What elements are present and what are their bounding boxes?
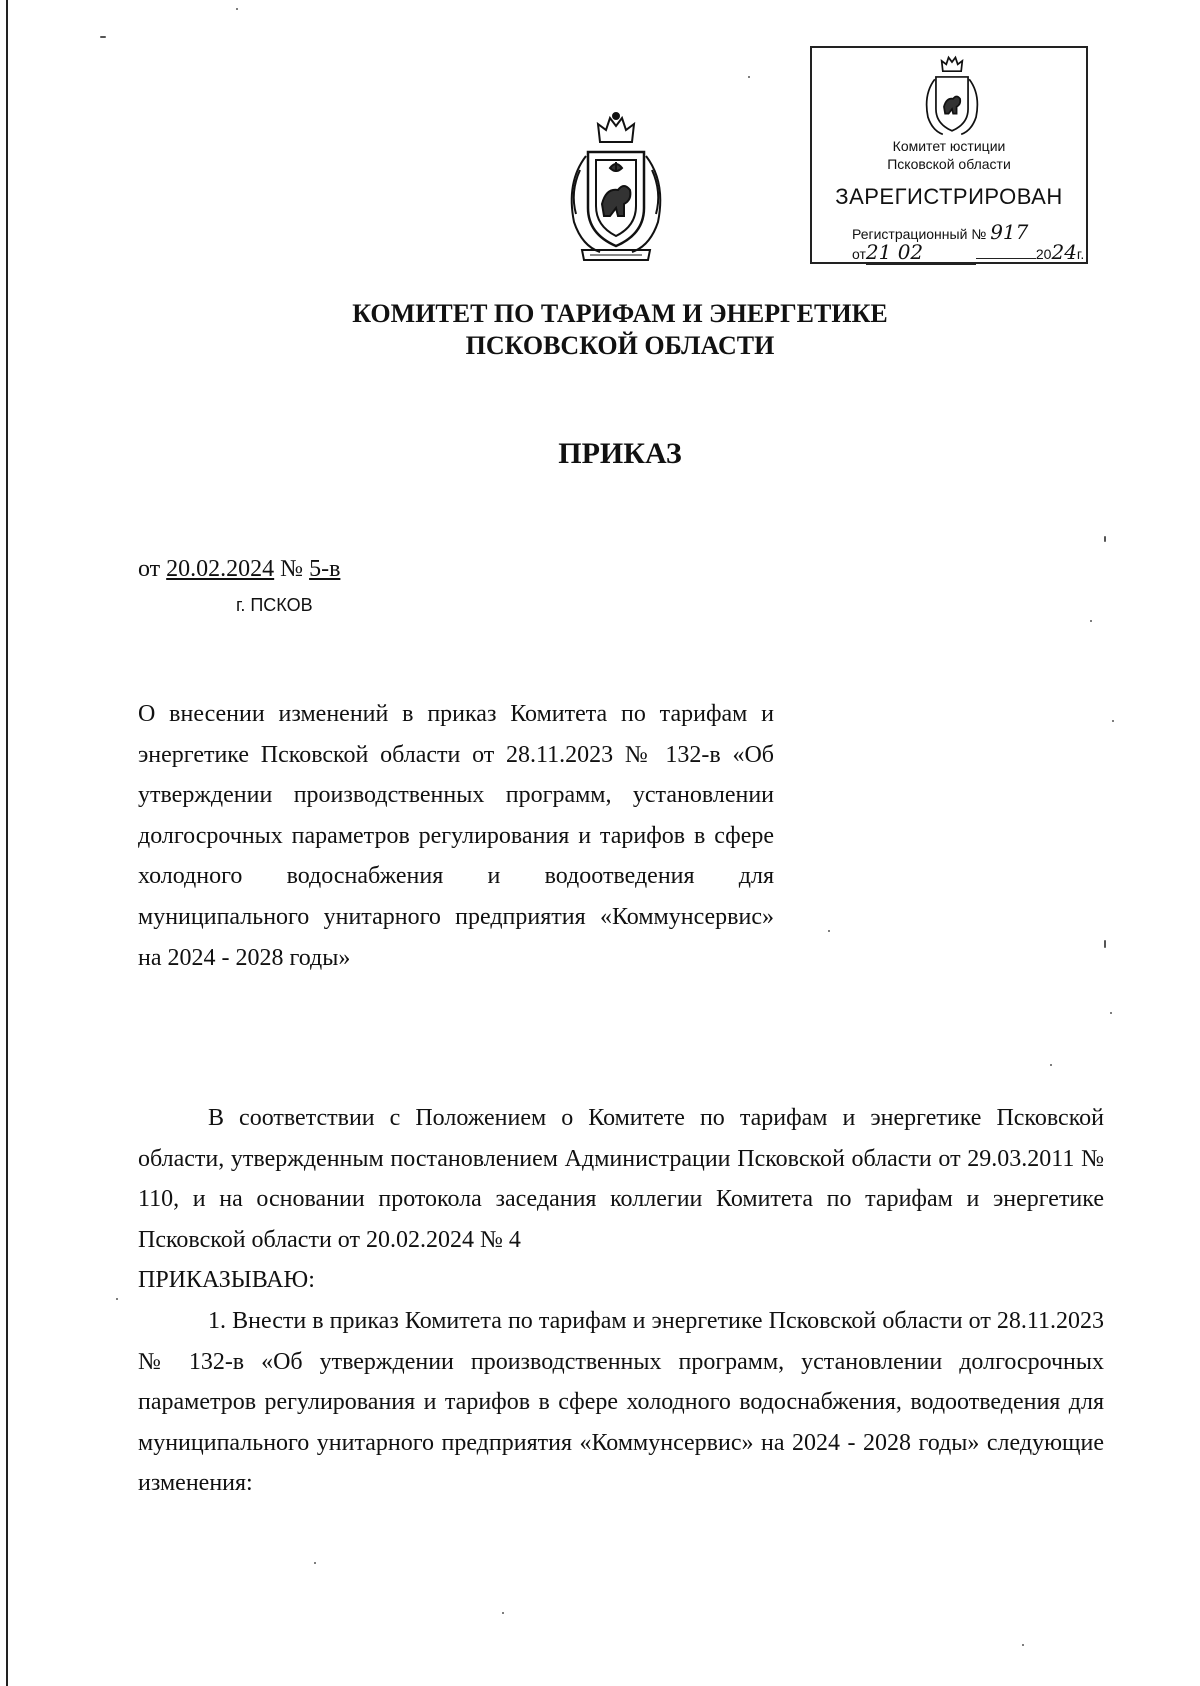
scan-dot: [1110, 1012, 1112, 1014]
pskov-coat-of-arms-icon: [560, 112, 672, 262]
scan-dot: [1022, 1644, 1024, 1646]
stamp-year-hand: 24: [1051, 240, 1077, 264]
stamp-date-blank: [866, 240, 976, 265]
stamp-reg-number: 917: [990, 220, 1029, 244]
stamp-date-prefix: от: [852, 246, 866, 262]
document-number: 5-в: [309, 556, 341, 582]
stamp-year-suffix: г.: [1076, 246, 1085, 262]
scan-dot: [1104, 940, 1106, 948]
date-prefix: от: [138, 556, 161, 582]
scan-dot: [100, 36, 106, 38]
document-type-title: ПРИКАЗ: [558, 437, 682, 470]
issuer-header: [0, 298, 1200, 362]
stamp-org-line1: Комитет юстиции: [892, 138, 1006, 154]
scan-dot: [502, 1612, 504, 1614]
scan-dot: [1090, 620, 1092, 622]
issuer-line2: ПСКОВСКОЙ ОБЛАСТИ: [465, 331, 775, 360]
scan-dot: [236, 8, 238, 10]
scan-dot: [314, 1562, 316, 1564]
document-date-line: [138, 556, 340, 583]
scan-edge-line: [6, 0, 8, 1686]
body-paragraph-1: В соответствии с Положением о Комитете по тарифам и энергетике Псковской области, утвержденным постановлением Администрации Псковской области от 29.03.2011 № 110, и на основании протокола заседания коллегии Комитета по тарифам и энергетике Псковской области от 20.02.2024 № 4: [138, 1105, 1104, 1253]
stamp-date-gap: [976, 258, 1036, 259]
registration-stamp: [810, 46, 1088, 264]
scan-dot: [1112, 720, 1114, 722]
number-sign: №: [280, 556, 304, 582]
scan-dot: [1104, 536, 1106, 542]
stamp-reg-label: Регистрационный №: [852, 226, 987, 242]
stamp-year-prefix: 20: [1035, 246, 1052, 262]
document-body: [138, 1098, 1104, 1504]
stamp-date-line: [852, 240, 1084, 265]
scan-dot: [1050, 1064, 1052, 1066]
document-city: г. ПСКОВ: [236, 595, 313, 615]
stamp-org-line2: Псковской области: [887, 156, 1011, 172]
issuer-line1: КОМИТЕТ ПО ТАРИФАМ И ЭНЕРГЕТИКЕ: [352, 299, 888, 328]
scan-dot: [828, 930, 830, 932]
scan-dot: [748, 76, 750, 78]
body-paragraph-2: 1. Внести в приказ Комитета по тарифам и энергетике Псковской области от 28.11.2023 № 132-в «Об утверждении производственных программ, установлении долгосрочных параметров регулирования и тарифов в сфере холодного водоснабжения, водоотведения для муниципального унитарного предприятия «Коммунсервис» на 2024 - 2028 годы» следующие изменения:: [138, 1307, 1104, 1497]
document-subject: О внесении изменений в приказ Комитета по тарифам и энергетике Псковской области от 28.11.2023 № 132-в «Об утверждении производственных программ, установлении долгосрочных параметров регулирования и тарифов в сфере холодного водоснабжения и водоотведения для муниципального унитарного предприятия «Коммунсервис» на 2024 - 2028 годы»: [138, 701, 774, 971]
scan-dot: [116, 1298, 118, 1300]
stamp-date-hand: 21 02: [865, 240, 924, 264]
pskov-coat-of-arms-icon: [916, 54, 988, 140]
order-word: ПРИКАЗЫВАЮ:: [138, 1267, 315, 1294]
document-date: 20.02.2024: [166, 556, 275, 582]
stamp-status: ЗАРЕГИСТРИРОВАН: [835, 184, 1063, 209]
